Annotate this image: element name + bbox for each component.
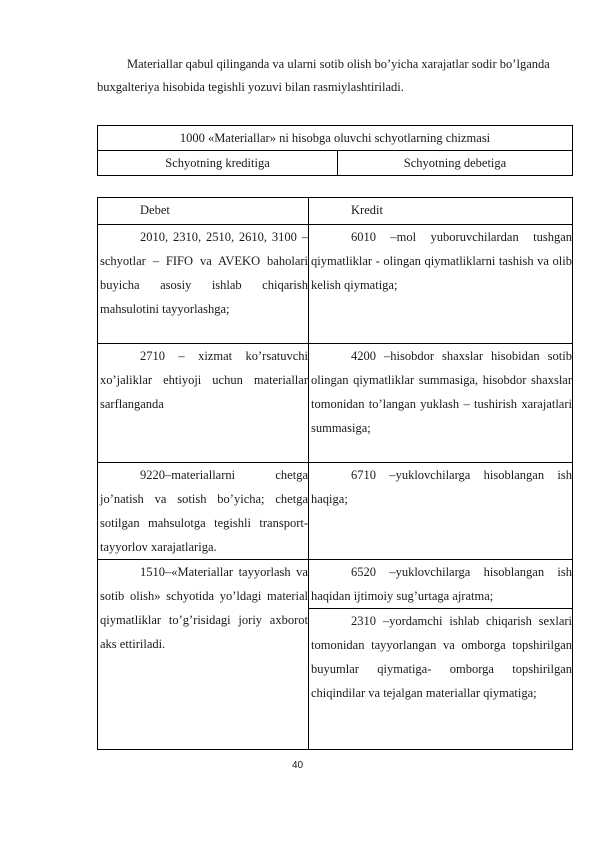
scheme-title: 1000 «Materiallar» ni hisobga oluvchi schyotlarning chizmasi bbox=[98, 126, 573, 151]
credit-entry: 2310 –yordamchi ishlab chiqarish sexlari tomonidan tayyorlangan va omborga topshirilgan buyumlar qiymatiga- omborga topshirilgan chiqindilar va tejalgan materiallar qiymatiga; bbox=[309, 609, 573, 750]
debit-entry: 2710 – xizmat ko’rsatuvchi xo’jaliklar ehtiyoji uchun materiallar sarflanganda bbox=[98, 344, 309, 463]
credit-entry: 4200 –hisobdor shaxslar hisobidan sotib olingan qiymatliklar summasiga, hisobdor shaxslar tomonidan to’langan yuklash – tushirish xarajatlari summasiga; bbox=[309, 344, 573, 463]
credit-entry: 6710 –yuklovchilarga hisoblangan ish haqiga; bbox=[309, 463, 573, 560]
page-number: 40 bbox=[291, 760, 304, 771]
intro-paragraph bbox=[97, 53, 573, 99]
debit-column-header: Schyotning debetiga bbox=[338, 151, 573, 176]
kredit-header: Kredit bbox=[309, 198, 573, 225]
account-scheme-table bbox=[97, 125, 573, 176]
intro-text: Materiallar qabul qilinganda va ularni sotib olish bo’yicha xarajatlar sodir bo’lganda buxgalteriya hisobida tegishli yozuvi bilan rasmiylashtiriladi. bbox=[97, 57, 550, 94]
debit-entry: 2010, 2310, 2510, 2610, 3100 – schyotlar – FIFO va AVEKO baholari buyicha asosiy ishlab chiqarish mahsulotini tayyorlashga; bbox=[98, 225, 309, 344]
credit-entry: 6010 –mol yuboruvchilardan tushgan qiymatliklar - olingan qiymatliklarni tashish va olib kelish qiymatiga; bbox=[309, 225, 573, 344]
debet-header: Debet bbox=[98, 198, 309, 225]
credit-column-header: Schyotning kreditiga bbox=[98, 151, 338, 176]
debit-entry: 1510–«Materiallar tayyorlash va sotib olish» schyotida yo’ldagi material qiymatliklar to’g’risidagi joriy axborot aks ettiriladi. bbox=[98, 560, 309, 750]
entries-table bbox=[97, 197, 573, 750]
debit-entry: 9220–materiallarni chetga jo’natish va sotish bo’yicha; chetga sotilgan mahsulotga tegishli transport-tayyorlov xarajatlariga. bbox=[98, 463, 309, 560]
credit-entry: 6520 –yuklovchilarga hisoblangan ish haqidan ijtimoiy sug’urtaga ajratma; bbox=[309, 560, 573, 609]
